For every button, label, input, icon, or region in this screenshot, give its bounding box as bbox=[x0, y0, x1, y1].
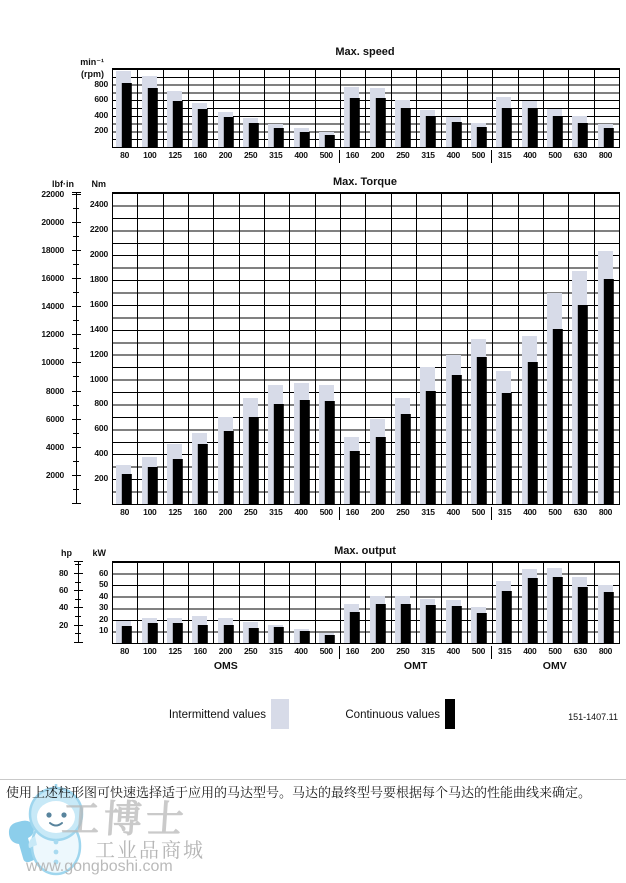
secondary-tick-label: 6000 bbox=[45, 413, 64, 424]
y-tick-label: 1600 bbox=[89, 298, 108, 309]
y-tick-label: 600 bbox=[94, 423, 108, 434]
x-tick-label: 500 bbox=[548, 507, 562, 517]
bar-group-torque-160 bbox=[341, 193, 366, 504]
y-tick-label: 200 bbox=[94, 473, 108, 484]
x-tick-label: 800 bbox=[598, 150, 613, 160]
continuous-bar bbox=[578, 587, 588, 643]
ruler-minor-tick bbox=[73, 320, 79, 321]
torque-chart-title: Max. Torque bbox=[333, 176, 397, 188]
x-tick-label: 100 bbox=[143, 507, 157, 517]
bar-group-torque-800 bbox=[595, 193, 619, 504]
bar-group-output-125 bbox=[164, 562, 189, 643]
continuous-bar bbox=[604, 128, 614, 148]
x-tick-label: 200 bbox=[218, 646, 233, 656]
ruler-cap bbox=[74, 642, 83, 643]
output-chart-plot bbox=[112, 561, 620, 644]
x-tick-label: 80 bbox=[120, 507, 130, 517]
bar-group-speed-80 bbox=[113, 69, 138, 147]
x-tick-label: 200 bbox=[370, 646, 385, 656]
x-tick-label: 160 bbox=[345, 150, 360, 160]
secondary-tick-label: 16000 bbox=[41, 273, 64, 284]
x-tick-label: 400 bbox=[446, 150, 460, 160]
continuous-bar bbox=[578, 123, 588, 147]
x-tick-label: 315 bbox=[269, 507, 283, 517]
continuous-bar bbox=[451, 122, 461, 147]
y-tick-label: 400 bbox=[94, 109, 108, 120]
x-tick-label: 100 bbox=[143, 646, 157, 656]
watermark-url: www.gongboshi.com bbox=[26, 858, 173, 875]
continuous-bar bbox=[147, 623, 157, 643]
bar-group-speed-160 bbox=[341, 69, 366, 147]
x-tick-label: 500 bbox=[466, 150, 492, 163]
ruler-major-tick bbox=[72, 306, 81, 307]
x-tick-label: 315 bbox=[269, 150, 283, 160]
y-tick-label: 1400 bbox=[89, 323, 108, 334]
continuous-bar bbox=[502, 591, 512, 643]
bar-group-torque-400 bbox=[442, 193, 467, 504]
x-tick-label: 315 bbox=[498, 150, 512, 160]
bar-group-speed-400 bbox=[290, 69, 315, 147]
bar-group-speed-315 bbox=[265, 69, 290, 147]
bar-group-torque-400 bbox=[519, 193, 544, 504]
continuous-bar bbox=[274, 404, 284, 504]
ruler-minor-tick bbox=[73, 348, 79, 349]
bar-group-torque-160 bbox=[189, 193, 214, 504]
x-tick-label: 160 bbox=[345, 646, 360, 656]
continuous-bar bbox=[198, 109, 208, 147]
bar-group-output-80 bbox=[113, 562, 138, 643]
bar-group-output-200 bbox=[366, 562, 391, 643]
output-axis-unit: kW bbox=[92, 548, 106, 558]
y-tick-label: 60 bbox=[98, 567, 108, 578]
secondary-tick-label: 22000 bbox=[41, 188, 64, 199]
bar-group-speed-400 bbox=[519, 69, 544, 147]
ruler-major-tick bbox=[72, 222, 81, 223]
secondary-tick-label: 60 bbox=[58, 585, 68, 596]
continuous-bar bbox=[350, 451, 360, 504]
continuous-bar bbox=[527, 362, 537, 504]
ruler-major-tick bbox=[72, 447, 81, 448]
continuous-bar bbox=[299, 631, 309, 643]
bar-group-torque-250 bbox=[240, 193, 265, 504]
torque-axis-unit: Nm bbox=[91, 179, 106, 189]
continuous-bar bbox=[350, 612, 360, 643]
continuous-bar bbox=[147, 467, 157, 504]
continuous-bar bbox=[375, 437, 385, 504]
secondary-tick-label: 14000 bbox=[41, 301, 64, 312]
continuous-bar bbox=[553, 116, 563, 147]
bar-group-speed-630 bbox=[569, 69, 594, 147]
x-tick-label: 160 bbox=[345, 507, 360, 517]
x-tick-label: 80 bbox=[120, 150, 130, 160]
bar-group-output-315 bbox=[265, 562, 290, 643]
output-x-axis-labels bbox=[112, 646, 618, 659]
speed-chart-plot bbox=[112, 68, 620, 148]
continuous-bar bbox=[451, 606, 461, 643]
y-tick-label: 50 bbox=[98, 579, 108, 590]
bar-group-output-400 bbox=[290, 562, 315, 643]
torque-x-axis-labels bbox=[112, 507, 618, 520]
y-tick-label: 2000 bbox=[89, 249, 108, 260]
ruler-minor-tick bbox=[73, 461, 79, 462]
output-chart-title: Max. output bbox=[334, 545, 396, 557]
bar-group-speed-200 bbox=[366, 69, 391, 147]
output-axis-unit: hp bbox=[61, 548, 72, 558]
continuous-bar bbox=[502, 393, 512, 504]
bar-group-speed-250 bbox=[240, 69, 265, 147]
ruler-major-tick bbox=[74, 625, 83, 626]
x-tick-label: 400 bbox=[446, 646, 460, 656]
continuous-bar bbox=[553, 577, 563, 643]
continuous-bar bbox=[173, 623, 183, 643]
watermark-brand: 工博士 bbox=[60, 799, 190, 841]
ruler-major-tick bbox=[72, 362, 81, 363]
x-tick-label: 800 bbox=[598, 646, 613, 656]
continuous-bar bbox=[527, 108, 537, 147]
bar-group-torque-500 bbox=[468, 193, 493, 504]
x-tick-label: 400 bbox=[446, 507, 460, 517]
continuous-bar bbox=[502, 108, 512, 147]
torque-chart-plot bbox=[112, 192, 620, 505]
speed-chart-title: Max. speed bbox=[335, 46, 395, 58]
x-tick-label: 315 bbox=[498, 507, 512, 517]
x-tick-label: 250 bbox=[396, 646, 410, 656]
bar-group-torque-630 bbox=[569, 193, 594, 504]
ruler-minor-tick bbox=[73, 433, 79, 434]
bar-group-output-500 bbox=[468, 562, 493, 643]
y-tick-label: 30 bbox=[98, 602, 108, 613]
ruler-minor-tick bbox=[73, 236, 79, 237]
y-tick-label: 800 bbox=[94, 398, 108, 409]
legend-continuous-label: Continuous values bbox=[345, 709, 440, 721]
secondary-tick-label: 18000 bbox=[41, 244, 64, 255]
x-tick-label: 315 bbox=[269, 646, 283, 656]
bar-group-output-400 bbox=[442, 562, 467, 643]
ruler-major-tick bbox=[72, 391, 81, 392]
x-tick-label: 315 bbox=[498, 646, 512, 656]
x-tick-label: 125 bbox=[168, 150, 182, 160]
y-tick-label: 2400 bbox=[89, 199, 108, 210]
continuous-bar bbox=[426, 391, 436, 504]
y-tick-label: 200 bbox=[94, 125, 108, 136]
y-tick-label: 40 bbox=[98, 590, 108, 601]
bar-group-output-500 bbox=[544, 562, 569, 643]
secondary-tick-label: 12000 bbox=[41, 329, 64, 340]
x-tick-label: 630 bbox=[573, 150, 587, 160]
speed-x-axis-labels bbox=[112, 150, 618, 163]
bar-group-torque-200 bbox=[366, 193, 391, 504]
y-tick-label: 2200 bbox=[89, 224, 108, 235]
ruler-cap bbox=[74, 561, 83, 562]
x-tick-label: 160 bbox=[193, 507, 207, 517]
continuous-bar bbox=[249, 417, 259, 504]
bar-group-torque-315 bbox=[417, 193, 442, 504]
bar-group-speed-250 bbox=[392, 69, 417, 147]
continuous-bar bbox=[198, 444, 208, 504]
ruler-minor-tick bbox=[73, 376, 79, 377]
bar-group-torque-500 bbox=[544, 193, 569, 504]
bar-group-output-315 bbox=[417, 562, 442, 643]
x-tick-label: 400 bbox=[294, 646, 308, 656]
x-tick-label: 200 bbox=[218, 150, 233, 160]
continuous-bar bbox=[426, 605, 436, 643]
footer-note: 使用上述柱形图可快速选择适于应用的马达型号。马达的最终型号要根据每个马达的性能曲线来确定。 bbox=[6, 785, 592, 800]
ruler-major-tick bbox=[72, 419, 81, 420]
secondary-tick-label: 10000 bbox=[41, 357, 64, 368]
x-tick-label: 200 bbox=[370, 150, 385, 160]
x-tick-label: 500 bbox=[466, 507, 492, 520]
ruler-minor-tick bbox=[73, 292, 79, 293]
ruler-major-tick bbox=[74, 590, 83, 591]
ruler-minor-tick bbox=[73, 489, 79, 490]
y-tick-label: 20 bbox=[98, 613, 108, 624]
y-tick-label: 1200 bbox=[89, 348, 108, 359]
continuous-bar bbox=[401, 604, 411, 643]
bar-group-speed-125 bbox=[164, 69, 189, 147]
bar-group-speed-500 bbox=[468, 69, 493, 147]
x-tick-label: 315 bbox=[421, 150, 435, 160]
x-tick-label: 160 bbox=[193, 150, 207, 160]
continuous-bar bbox=[375, 604, 385, 643]
y-tick-label: 10 bbox=[98, 625, 108, 636]
x-tick-label: 200 bbox=[370, 507, 385, 517]
document-number: 151-1407.11 bbox=[568, 712, 618, 722]
secondary-tick-label: 80 bbox=[58, 567, 68, 578]
bar-group-torque-200 bbox=[214, 193, 239, 504]
ruler-minor-tick bbox=[75, 582, 81, 583]
continuous-bar bbox=[477, 613, 487, 643]
x-tick-label: 400 bbox=[294, 150, 308, 160]
continuous-bar bbox=[274, 627, 284, 643]
secondary-tick-label: 2000 bbox=[45, 469, 64, 480]
x-tick-label: 630 bbox=[573, 646, 587, 656]
bar-group-speed-400 bbox=[442, 69, 467, 147]
continuous-bar bbox=[604, 279, 614, 504]
continuous-bar bbox=[325, 135, 335, 147]
x-tick-label: 400 bbox=[523, 646, 537, 656]
bar-group-speed-200 bbox=[214, 69, 239, 147]
ruler-major-tick bbox=[72, 194, 81, 195]
continuous-bar bbox=[426, 116, 436, 147]
continuous-bar bbox=[173, 101, 183, 147]
bar-group-output-630 bbox=[569, 562, 594, 643]
bar-group-output-200 bbox=[214, 562, 239, 643]
continuous-bar bbox=[451, 375, 461, 504]
bar-group-output-250 bbox=[392, 562, 417, 643]
x-tick-label: 100 bbox=[143, 150, 157, 160]
continuous-bar bbox=[122, 83, 132, 147]
x-tick-label: 400 bbox=[294, 507, 308, 517]
x-tick-label: 200 bbox=[218, 507, 233, 517]
x-tick-label: 500 bbox=[548, 150, 562, 160]
x-tick-label: 400 bbox=[523, 150, 537, 160]
continuous-bar bbox=[147, 88, 157, 147]
bar-group-output-160 bbox=[341, 562, 366, 643]
bar-group-output-100 bbox=[138, 562, 163, 643]
legend-intermittent-label: Intermittend values bbox=[168, 709, 266, 721]
continuous-bar bbox=[325, 401, 335, 504]
secondary-tick-label: 20000 bbox=[41, 216, 64, 227]
continuous-bar bbox=[401, 108, 411, 147]
x-tick-label: 315 bbox=[421, 646, 435, 656]
legend-continuous-swatch bbox=[445, 699, 455, 729]
watermark-tagline: 工业品商城 bbox=[95, 840, 205, 862]
continuous-bar bbox=[122, 626, 132, 643]
continuous-bar bbox=[477, 357, 487, 504]
y-tick-label: 1000 bbox=[89, 373, 108, 384]
bar-group-torque-125 bbox=[164, 193, 189, 504]
footer-divider bbox=[0, 779, 626, 780]
bar-group-torque-400 bbox=[290, 193, 315, 504]
ruler-cap bbox=[72, 503, 81, 504]
continuous-bar bbox=[223, 431, 233, 504]
ruler-major-tick bbox=[72, 278, 81, 279]
x-tick-label: 500 bbox=[314, 507, 340, 520]
bar-group-output-800 bbox=[595, 562, 619, 643]
ruler-minor-tick bbox=[73, 264, 79, 265]
group-label-OMT: OMT bbox=[403, 660, 428, 672]
group-label-OMS: OMS bbox=[213, 660, 238, 672]
ruler-minor-tick bbox=[75, 616, 81, 617]
bar-group-speed-500 bbox=[544, 69, 569, 147]
ruler-minor-tick bbox=[73, 405, 79, 406]
x-tick-label: 250 bbox=[243, 646, 258, 656]
secondary-tick-label: 4000 bbox=[45, 441, 64, 452]
continuous-bar bbox=[274, 128, 284, 147]
x-tick-label: 250 bbox=[243, 507, 258, 517]
continuous-bar bbox=[350, 98, 360, 147]
bar-group-output-160 bbox=[189, 562, 214, 643]
bar-group-torque-250 bbox=[392, 193, 417, 504]
bar-group-speed-315 bbox=[417, 69, 442, 147]
continuous-bar bbox=[604, 592, 614, 643]
bar-group-speed-800 bbox=[595, 69, 619, 147]
bar-group-speed-100 bbox=[138, 69, 163, 147]
continuous-bar bbox=[198, 625, 208, 644]
x-tick-label: 80 bbox=[120, 646, 130, 656]
bar-group-output-315 bbox=[493, 562, 518, 643]
continuous-bar bbox=[223, 117, 233, 147]
x-tick-label: 125 bbox=[168, 646, 182, 656]
x-tick-label: 125 bbox=[168, 507, 182, 517]
ruler-major-tick bbox=[72, 250, 81, 251]
y-tick-label: 400 bbox=[94, 448, 108, 459]
y-tick-label: 1800 bbox=[89, 274, 108, 285]
ruler-minor-tick bbox=[75, 633, 81, 634]
continuous-bar bbox=[578, 305, 588, 504]
x-tick-label: 500 bbox=[314, 646, 340, 659]
ruler-major-tick bbox=[74, 573, 83, 574]
x-tick-label: 250 bbox=[396, 150, 410, 160]
secondary-tick-label: 20 bbox=[58, 619, 68, 630]
bar-group-torque-100 bbox=[138, 193, 163, 504]
x-tick-label: 630 bbox=[573, 507, 587, 517]
group-label-OMV: OMV bbox=[542, 660, 567, 672]
x-tick-label: 800 bbox=[598, 507, 613, 517]
ruler-minor-tick bbox=[75, 564, 81, 565]
continuous-bar bbox=[249, 123, 259, 147]
continuous-bar bbox=[122, 474, 132, 504]
x-tick-label: 250 bbox=[396, 507, 410, 517]
ruler-major-tick bbox=[72, 334, 81, 335]
x-tick-label: 500 bbox=[548, 646, 562, 656]
speed-axis-unit: (rpm) bbox=[81, 69, 104, 79]
continuous-bar bbox=[173, 459, 183, 504]
x-tick-label: 400 bbox=[523, 507, 537, 517]
continuous-bar bbox=[553, 329, 563, 504]
x-tick-label: 250 bbox=[243, 150, 258, 160]
continuous-bar bbox=[299, 132, 309, 147]
bar-group-torque-315 bbox=[493, 193, 518, 504]
continuous-bar bbox=[299, 400, 309, 504]
x-tick-label: 500 bbox=[466, 646, 492, 659]
continuous-bar bbox=[249, 628, 259, 643]
continuous-bar bbox=[325, 635, 335, 643]
ruler-major-tick bbox=[74, 607, 83, 608]
bar-group-speed-315 bbox=[493, 69, 518, 147]
ruler-major-tick bbox=[72, 475, 81, 476]
bar-group-torque-80 bbox=[113, 193, 138, 504]
continuous-bar bbox=[527, 578, 537, 643]
continuous-bar bbox=[223, 625, 233, 644]
continuous-bar bbox=[477, 127, 487, 147]
continuous-bar bbox=[401, 414, 411, 504]
bar-group-output-400 bbox=[519, 562, 544, 643]
bar-group-speed-500 bbox=[316, 69, 341, 147]
speed-axis-unit: min⁻¹ bbox=[80, 57, 104, 67]
y-tick-label: 600 bbox=[94, 94, 108, 105]
ruler-minor-tick bbox=[73, 208, 79, 209]
secondary-tick-label: 8000 bbox=[45, 385, 64, 396]
continuous-bar bbox=[375, 98, 385, 147]
bar-group-output-500 bbox=[316, 562, 341, 643]
y-tick-label: 800 bbox=[94, 78, 108, 89]
torque-axis-unit: lbf·in bbox=[52, 179, 74, 189]
bar-group-torque-500 bbox=[316, 193, 341, 504]
bar-group-torque-315 bbox=[265, 193, 290, 504]
ruler-minor-tick bbox=[75, 599, 81, 600]
legend-intermittent-swatch bbox=[271, 699, 289, 729]
secondary-tick-label: 40 bbox=[58, 602, 68, 613]
bar-group-output-250 bbox=[240, 562, 265, 643]
x-tick-label: 315 bbox=[421, 507, 435, 517]
x-tick-label: 160 bbox=[193, 646, 207, 656]
bar-group-speed-160 bbox=[189, 69, 214, 147]
x-tick-label: 500 bbox=[314, 150, 340, 163]
